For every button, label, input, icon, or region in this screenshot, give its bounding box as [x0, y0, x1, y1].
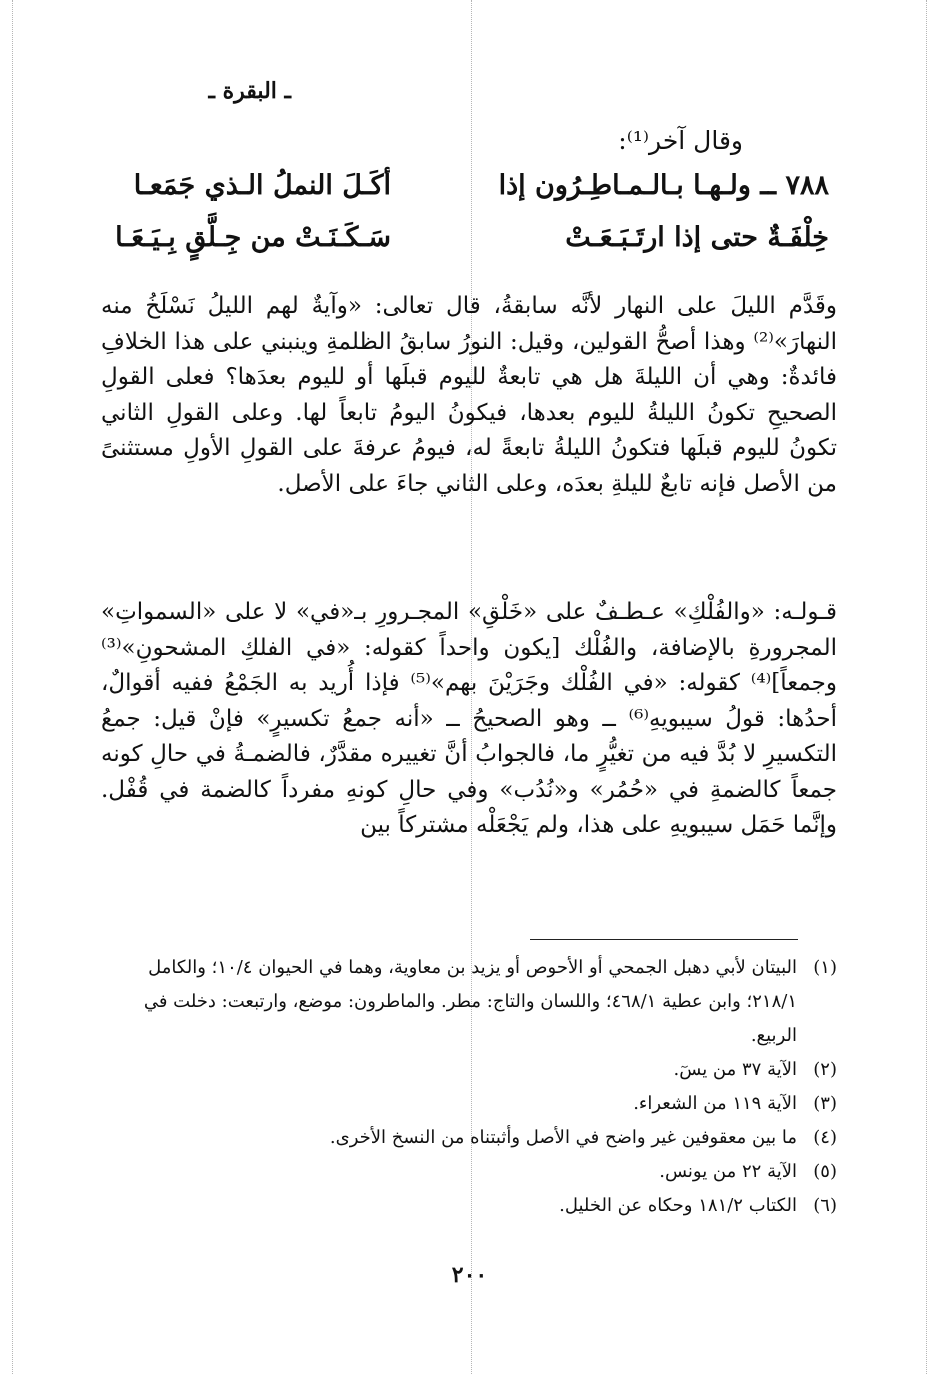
verse-intro: وقال آخر⁽¹⁾:	[618, 126, 743, 155]
paragraph-text: قـولـه: «والفُلْكِ» عـطـفٌ على «خَلْقِ» المجـرورِ بـ«في» لا على «السمواتِ» المجرورةِ بالإضافة، والفُلْك [يكون واحداً كقوله: «في الفلكِ المشحونِ»⁽³⁾ وجمعاً]⁽⁴⁾ كقوله: «في الفُلْك وجَرَيْنَ بهم»⁽⁵⁾ فإذا أُريد به الجَمْعُ ففيه أقوالٌ، أحدُها: قولُ سيبويهِ⁽⁶⁾ ــ وهو الصحيحُ ــ «أنه جمعُ تكسيرٍ» فإنْ قيل: جمعُ التكسيرِ لا بُدَّ فيه من تغيُّرٍ ما، فالجوابُ أنَّ تغييره مقدَّرٌ، فالضمـةُ في حالِ كونه جمعاً كالضمةِ في «حُمُر» و«نُدُب» وفي حالِ كونهِ مفرداً كالضمة في قُفْل. وإنَّما حَمَل سيبويهِ على هذا، ولم يَجْعَلْه مشتركاً بين	[101, 599, 838, 838]
body-paragraph	[101, 595, 837, 844]
footnote-number: (٦)	[813, 1195, 837, 1216]
verse-hemistich: خِلْفَـةٌ حتى إذا ارتَـبَـعَـتْ	[565, 222, 829, 253]
footnote-number: (٥)	[813, 1161, 837, 1182]
footnote-text: الآية ٢٢ من يونس.	[659, 1161, 797, 1182]
paragraph-text: وقَدَّم الليلَ على النهار لأنَّه سابقةُ، قال تعالى: «وآيةٌ لهم الليلُ نَسْلَخُ منه النهارَ»⁽²⁾ وهذا أصحُّ القولين، وقيل: النورُ سابقُ الظلمةِ وينبني على هذا الخلافِ فائدةٌ: وهي أن الليلةَ هل هي تابعةٌ لليوم قبلَها أو لليوم بعدَها؟ فعلى القولِ الصحيحِ تكونُ الليلةُ لليوم بعدها، فيكونُ اليومُ تابعاً لها. وعلى القولِ الثاني تكونُ لليوم قبلَها فتكونُ الليلةُ تابعةً له، فيومُ عرفةَ على القولِ الأولِ مستثنىً من الأصل فإنه تابعٌ لليلةِ بعدَه، وعلى الثاني جاءَ على الأصل.	[101, 293, 837, 497]
footnote	[101, 1121, 837, 1155]
footnotes	[101, 951, 837, 1223]
footnote-text: الآية ٣٧ من يسٓ.	[673, 1059, 797, 1080]
footnote	[101, 1189, 837, 1223]
footnote-separator	[530, 939, 798, 940]
footnote	[101, 1155, 837, 1189]
footnote	[101, 951, 837, 1053]
footnote-number: (٤)	[813, 1127, 837, 1148]
footnote-number: (٢)	[813, 1059, 837, 1080]
body-paragraph	[101, 289, 837, 502]
verse-hemistich: ٧٨٨ ــ ولـهـا بـالـمـاطِـرُون إذا	[498, 170, 829, 201]
verse-hemistich: سَـكَـنَـتْ من جِـلَّقٍ بِـيَـعَـا	[115, 222, 391, 253]
footnote-text: الكتاب ١٨١/٢ وحكاه عن الخليل.	[559, 1195, 797, 1216]
footnote-number: (١)	[813, 957, 837, 978]
footnote-number: (٣)	[813, 1093, 837, 1114]
footnote-text: ما بين معقوفين غير واضح في الأصل وأثبتناه من النسخ الأخرى.	[329, 1127, 797, 1148]
verse-hemistich: أكَـلَ النملُ الـذي جَمَعـا	[133, 170, 391, 201]
scan-margin-line	[12, 0, 13, 1374]
header-title: ـ البقرة ـ	[208, 78, 291, 104]
footnote	[101, 1087, 837, 1121]
page-number: ٢٠٠	[451, 1262, 488, 1288]
scan-margin-line	[926, 0, 927, 1374]
footnote-text: البيتان لأبي دهبل الجمحي أو الأحوص أو يزيد بن معاوية، وهما في الحيوان ١٠/٤؛ والكامل ٢١٨/١؛ وابن عطية ٤٦٨/١؛ واللسان والتاج: مطر. والماطرون: موضع، وارتبعت: دخلت في الربيع.	[143, 957, 797, 1046]
footnote-text: الآية ١١٩ من الشعراء.	[633, 1093, 797, 1114]
footnote	[101, 1053, 837, 1087]
